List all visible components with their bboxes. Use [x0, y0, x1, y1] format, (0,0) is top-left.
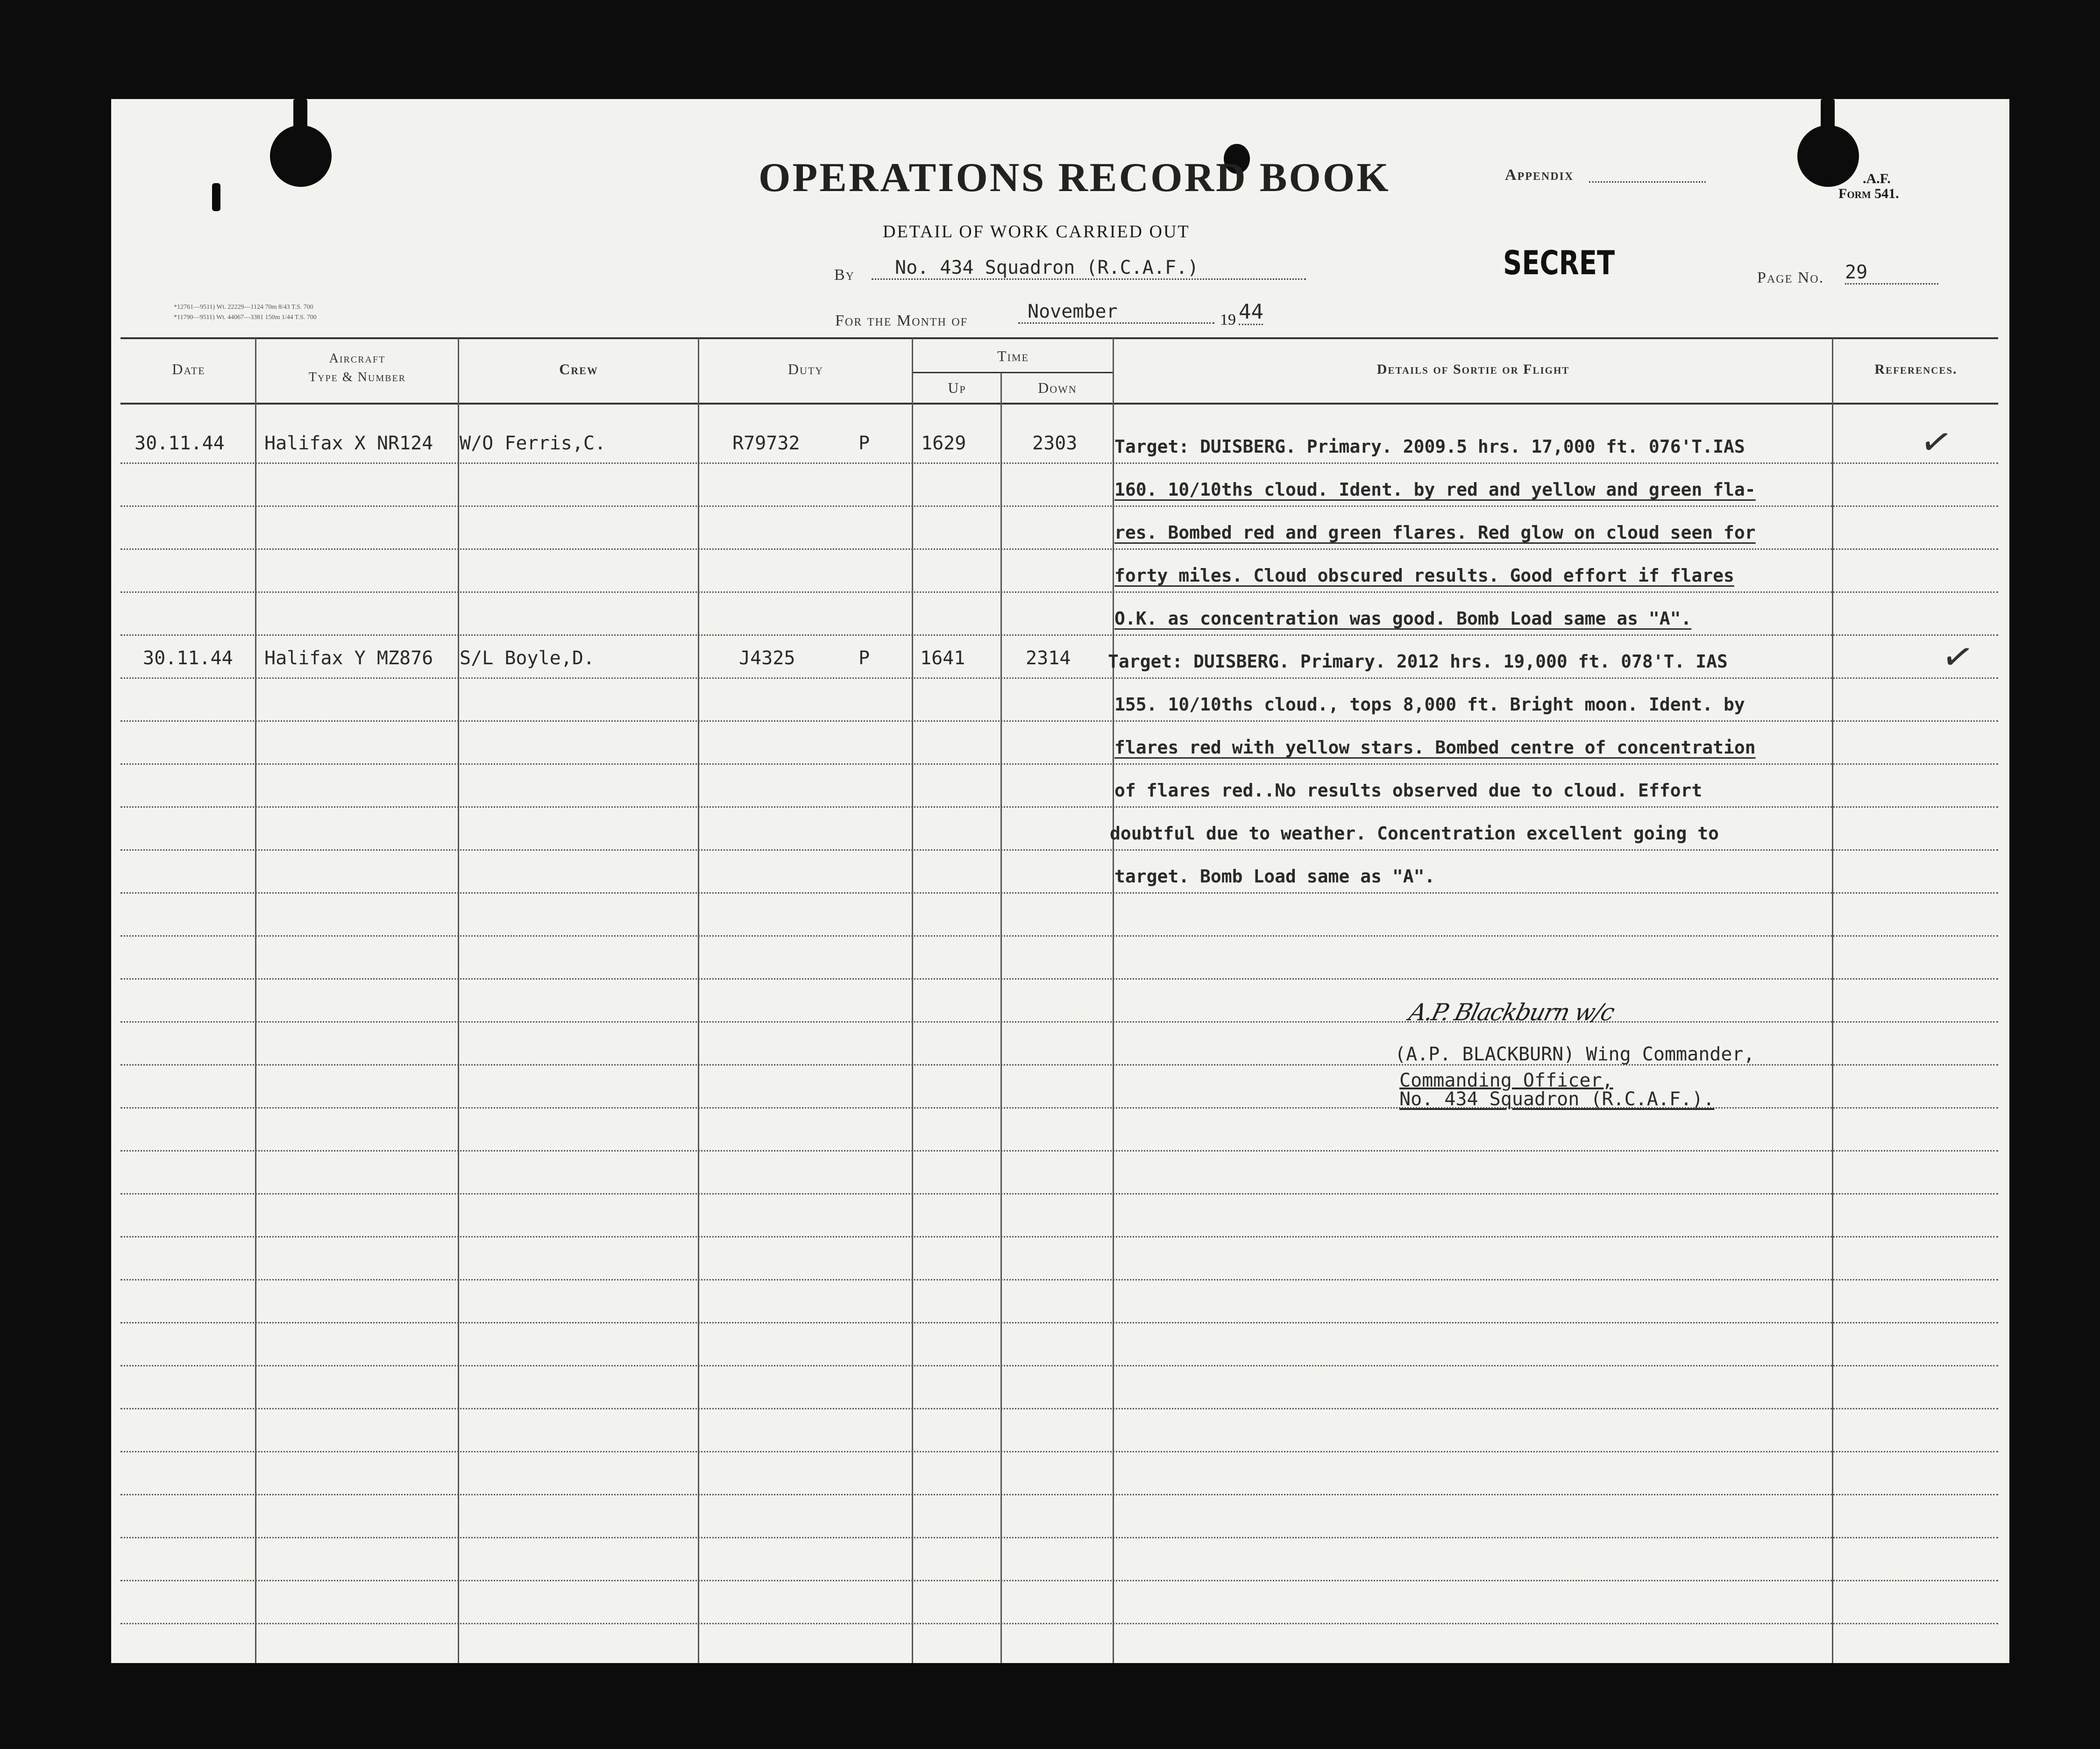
ruled-line — [121, 505, 1998, 507]
ruled-line — [121, 1322, 1998, 1323]
ruled-line — [121, 591, 1998, 593]
ruled-line — [121, 1150, 1998, 1152]
col-divider-down — [1113, 338, 1114, 1663]
entry-time-up: 1629 — [921, 433, 966, 454]
ruled-line — [121, 1580, 1998, 1581]
entry-detail-line: res. Bombed red and green flares. Red glow on cloud seen for — [1114, 522, 1756, 543]
page-label: Page No. — [1757, 269, 1824, 286]
entry-detail-line: forty miles. Cloud obscured results. Good effort if flares — [1114, 565, 1734, 586]
col-header-crew: Crew — [559, 361, 598, 377]
time-header-divider — [912, 372, 1113, 373]
col-divider-aircraft — [458, 338, 459, 1663]
ruled-line — [121, 763, 1998, 765]
ruled-line — [121, 1408, 1998, 1409]
unit-field: No. 434 Squadron (R.C.A.F.) — [872, 257, 1306, 280]
form-label-line2: Form 541. — [1838, 186, 1899, 201]
ruled-line — [121, 892, 1998, 894]
appendix-field — [1589, 181, 1706, 183]
col-header-time: Time — [997, 348, 1029, 364]
ruled-line — [121, 720, 1998, 722]
binder-hole-right-neck — [1821, 99, 1835, 136]
ruled-line — [121, 1451, 1998, 1452]
ruled-line — [121, 806, 1998, 808]
entry-detail-line: flares red with yellow stars. Bombed centre of concentration — [1114, 737, 1756, 758]
by-label: By — [834, 266, 855, 284]
ruled-line — [121, 1623, 1998, 1624]
col-header-date: Date — [172, 361, 206, 377]
reference-tick: ✓ — [1938, 633, 1978, 682]
month-field: November — [1018, 301, 1214, 324]
entry-date: 30.11.44 — [143, 647, 233, 669]
ruled-line — [121, 634, 1998, 636]
entry-crew: W/O Ferris,C. — [460, 433, 606, 454]
col-header-aircraft-line1: Aircraft — [329, 351, 386, 366]
entry-duty-role: P — [858, 433, 870, 454]
col-divider-up — [1000, 373, 1002, 1663]
ink-mark — [212, 183, 220, 211]
entry-date: 30.11.44 — [135, 433, 225, 454]
entry-time-up: 1641 — [920, 647, 965, 669]
ruled-line — [121, 978, 1998, 980]
col-header-down: Down — [1038, 379, 1077, 396]
page-number: 29 — [1845, 262, 1938, 284]
ruled-line — [121, 849, 1998, 851]
entry-duty-number: R79732 — [732, 433, 800, 454]
entry-detail-line: O.K. as concentration was good. Bomb Load same as "A". — [1114, 608, 1692, 629]
entry-aircraft: Halifax Y MZ876 — [264, 647, 433, 669]
signature-title-line: Commanding Officer, — [1399, 1070, 1613, 1091]
signature-name-line: (A.P. BLACKBURN) Wing Commander, — [1395, 1044, 1755, 1065]
col-header-duty: Duty — [788, 361, 824, 377]
reference-tick: ✓ — [1916, 418, 1956, 467]
entry-duty-number: J4325 — [739, 647, 795, 669]
table-header-bottom — [121, 403, 1998, 405]
entry-detail-line: of flares red..No results observed due to cloud. Effort — [1114, 780, 1703, 801]
col-divider-crew — [698, 338, 699, 1663]
subtitle: DETAIL OF WORK CARRIED OUT — [883, 222, 1190, 242]
col-header-references: References. — [1874, 362, 1958, 377]
ruled-line — [121, 1107, 1998, 1109]
entry-crew: S/L Boyle,D. — [460, 647, 595, 669]
ruled-line — [121, 1193, 1998, 1194]
print-code-line2: *11790—9511) Wt. 44067—3381 150m 1/44 T.S. 700 — [174, 314, 317, 321]
entry-time-down: 2303 — [1032, 433, 1078, 454]
ruled-line — [121, 1365, 1998, 1366]
month-label: For the Month of — [835, 312, 968, 329]
ruled-line — [121, 1537, 1998, 1538]
signature-unit-line: No. 434 Squadron (R.C.A.F.). — [1399, 1088, 1715, 1110]
entry-aircraft: Halifax X NR124 — [264, 433, 433, 454]
form-label-line1: .A.F. — [1863, 171, 1891, 186]
ruled-line — [121, 1021, 1998, 1023]
col-header-aircraft-line2: Type & Number — [308, 370, 406, 384]
year-suffix: 44 — [1239, 300, 1263, 325]
appendix-label: Appendix — [1505, 166, 1574, 184]
ruled-line — [121, 462, 1998, 464]
ruled-line — [121, 935, 1998, 937]
print-code-line1: *12761—9511) Wt. 22229—1124 70m 8/43 T.S. 700 — [174, 304, 313, 311]
ruled-line — [121, 677, 1998, 679]
col-divider-details — [1832, 338, 1833, 1663]
ruled-line — [121, 1236, 1998, 1237]
ruled-line — [121, 548, 1998, 550]
entry-detail-line: 160. 10/10ths cloud. Ident. by red and yellow and green fla- — [1114, 479, 1756, 500]
page-title: OPERATIONS RECORD BOOK — [759, 155, 1391, 200]
entry-detail-line: doubtful due to weather. Concentration excellent going to — [1110, 823, 1719, 844]
table-top-border — [121, 337, 1998, 339]
ruled-line — [121, 1494, 1998, 1495]
col-header-up: Up — [948, 379, 966, 396]
entry-detail-line: target. Bomb Load same as "A". — [1114, 866, 1435, 887]
col-header-details: Details of Sortie or Flight — [1376, 362, 1570, 377]
col-divider-date — [255, 338, 256, 1663]
classification-stamp: SECRET — [1503, 244, 1615, 282]
entry-duty-role: P — [858, 647, 870, 669]
handwritten-signature: A.P. Blackburn w/c — [1406, 999, 1617, 1026]
binder-hole-left-neck — [293, 99, 307, 136]
ruled-line — [121, 1279, 1998, 1280]
entry-detail-line: Target: DUISBERG. Primary. 2012 hrs. 19,000 ft. 078'T. IAS — [1108, 651, 1728, 672]
entry-detail-line: 155. 10/10ths cloud., tops 8,000 ft. Bright moon. Ident. by — [1114, 694, 1745, 715]
entry-time-down: 2314 — [1026, 647, 1071, 669]
entry-detail-line: Target: DUISBERG. Primary. 2009.5 hrs. 17,000 ft. 076'T.IAS — [1114, 436, 1745, 457]
year-prefix: 19 — [1220, 311, 1236, 328]
col-divider-duty — [912, 338, 913, 1663]
